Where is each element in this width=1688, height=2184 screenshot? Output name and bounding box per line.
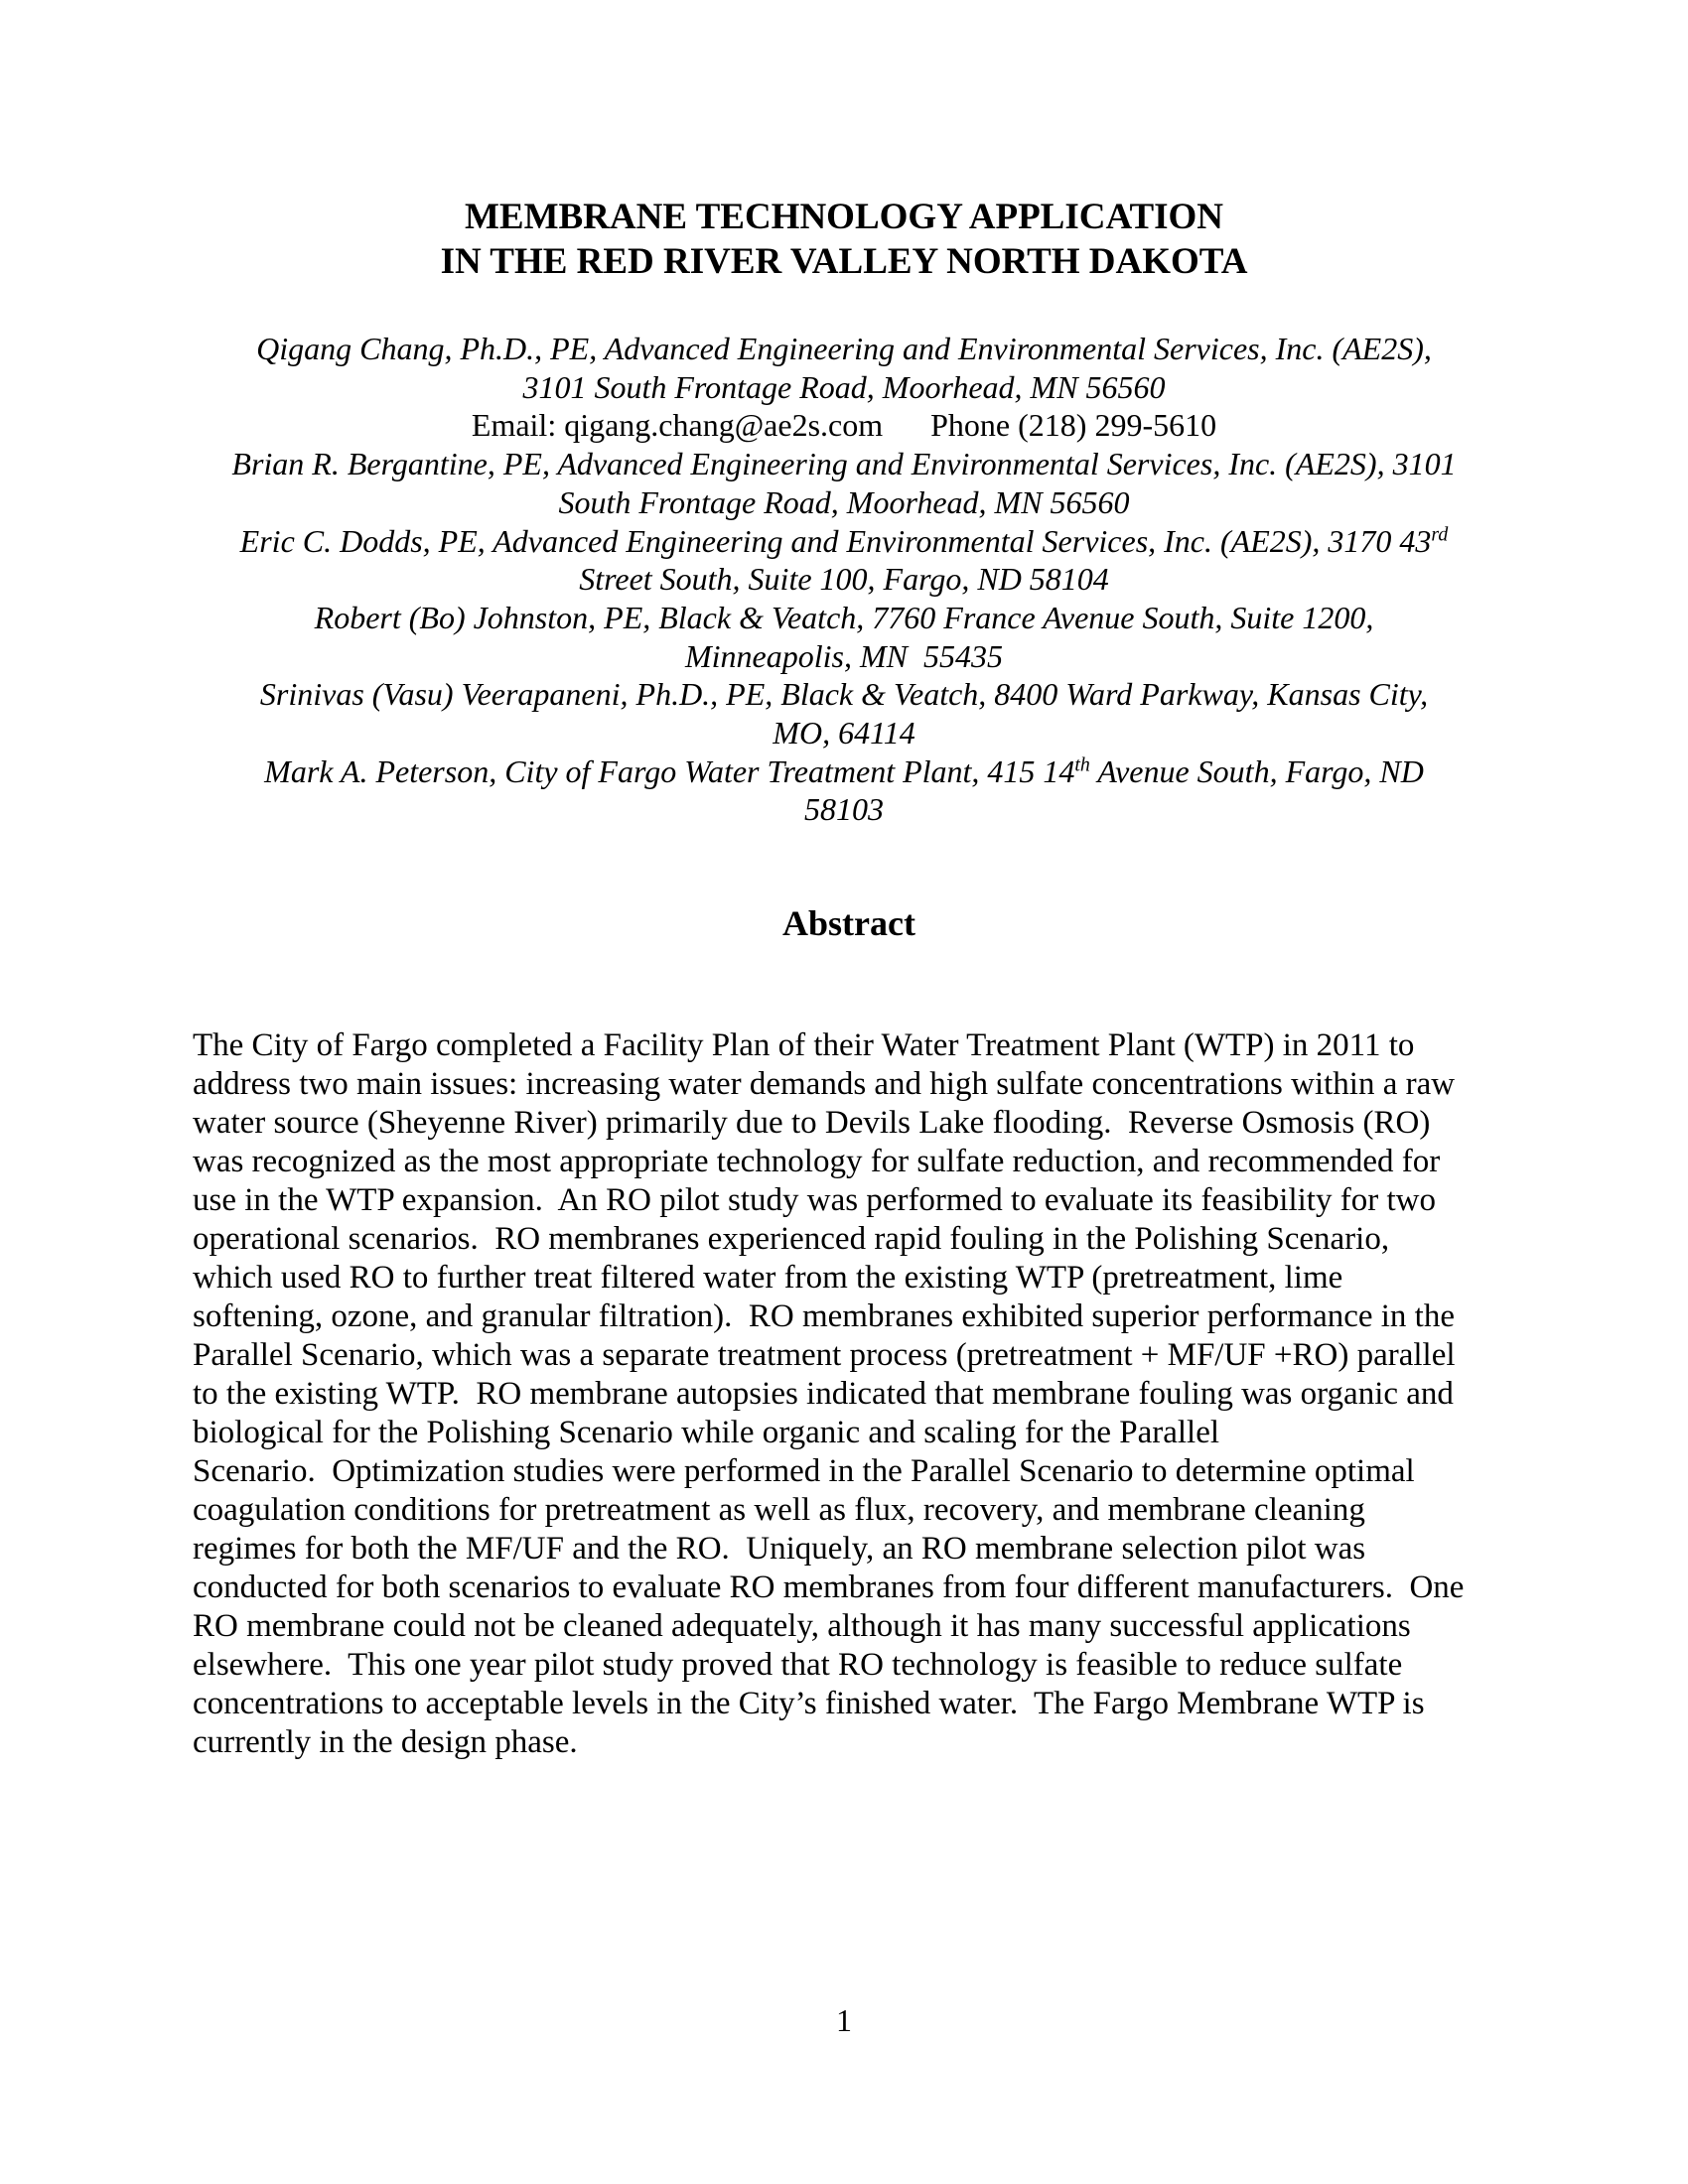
author-line: Mark A. Peterson, City of Fargo Water Treatment Plant, 415 14th Avenue South, Fargo, ND — [264, 752, 1424, 789]
author-address-line: Minneapolis, MN 55435 — [685, 637, 1003, 674]
author-address-line: 58103 — [804, 791, 884, 828]
author-phone: Phone (218) 299-5610 — [930, 407, 1217, 444]
author-line: Srinivas (Vasu) Veerapaneni, Ph.D., PE, Black & Veatch, 8400 Ward Parkway, Kansas City, — [259, 676, 1429, 713]
abstract-line: elsewhere. This one year pilot study proved that RO technology is feasible to reduce sulfate — [193, 1647, 1403, 1683]
abstract-line: operational scenarios. RO membranes experienced rapid fouling in the Polishing Scenario, — [193, 1221, 1390, 1257]
abstract-text — [193, 1026, 1543, 1762]
abstract-line: conducted for both scenarios to evaluate RO membranes from four different manufacturers. One — [193, 1570, 1465, 1605]
abstract-line: coagulation conditions for pretreatment as well as flux, recovery, and membrane cleaning — [193, 1492, 1365, 1528]
abstract-line: which used RO to further treat filtered water from the existing WTP (pretreatment, lime — [193, 1260, 1343, 1296]
author-address-line: MO, 64114 — [773, 715, 915, 751]
page-number: 1 — [836, 2002, 852, 2038]
ordinal-superscript: th — [1074, 753, 1090, 776]
abstract-line: concentrations to acceptable levels in the City’s finished water. The Fargo Membrane WTP is — [193, 1686, 1425, 1721]
author-email: Email: qigang.chang@ae2s.com — [471, 407, 884, 444]
abstract-line: softening, ozone, and granular filtration). RO membranes exhibited superior performance in the — [193, 1298, 1455, 1334]
author-contact-line — [149, 406, 1539, 445]
abstract-line: Scenario. Optimization studies were performed in the Parallel Scenario to determine optimal — [193, 1453, 1415, 1489]
author-address-line: 3101 South Frontage Road, Moorhead, MN 56560 — [522, 368, 1166, 405]
ordinal-superscript: rd — [1431, 522, 1449, 545]
author-address-line: Street South, Suite 100, Fargo, ND 58104 — [579, 561, 1109, 598]
abstract-line: The City of Fargo completed a Facility Plan of their Water Treatment Plant (WTP) in 2011 to — [193, 1027, 1415, 1063]
abstract-line: regimes for both the MF/UF and the RO. Uniquely, an RO membrane selection pilot was — [193, 1531, 1366, 1567]
abstract-line: use in the WTP expansion. An RO pilot study was performed to evaluate its feasibility for two — [193, 1182, 1436, 1218]
paper-title-line-1: MEMBRANE TECHNOLOGY APPLICATION — [464, 197, 1224, 237]
abstract-line: to the existing WTP. RO membrane autopsies indicated that membrane fouling was organic and — [193, 1376, 1454, 1412]
author-block — [149, 330, 1539, 829]
author-line: Brian R. Bergantine, PE, Advanced Engineering and Environmental Services, Inc. (AE2S), 3101 — [231, 446, 1457, 482]
paper-title-line-2: IN THE RED RIVER VALLEY NORTH DAKOTA — [440, 241, 1248, 282]
abstract-line: address two main issues: increasing water demands and high sulfate concentrations within a raw — [193, 1066, 1456, 1102]
abstract-line: water source (Sheyenne River) primarily due to Devils Lake flooding. Reverse Osmosis (RO) — [193, 1105, 1431, 1141]
abstract-line: Parallel Scenario, which was a separate treatment process (pretreatment + MF/UF +RO) parallel — [193, 1337, 1456, 1373]
abstract-line: biological for the Polishing Scenario while organic and scaling for the Parallel — [193, 1415, 1220, 1450]
author-line: Robert (Bo) Johnston, PE, Black & Veatch, 7760 France Avenue South, Suite 1200, — [314, 599, 1374, 635]
author-address-line: South Frontage Road, Moorhead, MN 56560 — [558, 483, 1130, 520]
paper-title — [149, 195, 1539, 284]
abstract-heading: Abstract — [782, 903, 915, 943]
author-line: Qigang Chang, Ph.D., PE, Advanced Engineering and Environmental Services, Inc. (AE2S), — [256, 331, 1432, 366]
author-line: Eric C. Dodds, PE, Advanced Engineering and Environmental Services, Inc. (AE2S), 3170 43rd — [239, 522, 1449, 559]
abstract-line: currently in the design phase. — [193, 1724, 578, 1760]
abstract-line: RO membrane could not be cleaned adequately, although it has many successful applications — [193, 1608, 1411, 1644]
abstract-line: was recognized as the most appropriate technology for sulfate reduction, and recommended for — [193, 1144, 1441, 1179]
